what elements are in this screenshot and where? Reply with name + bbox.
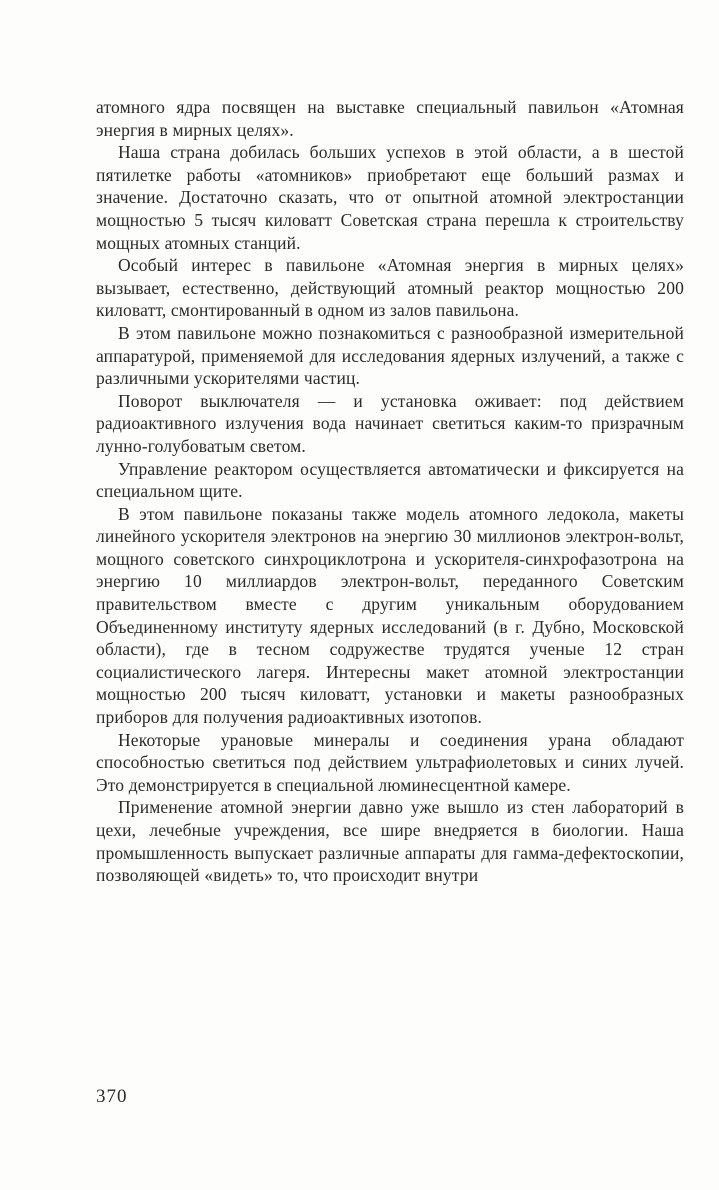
paragraph: Некоторые урановые минералы и соединения урана обладают способностью светиться под действием ультрафиолетовых и синих лучей. Это демонстрируется в специальной люминесцентной камере. xyxy=(96,729,684,795)
page-body xyxy=(96,96,684,887)
paragraph: Наша страна добилась больших успехов в этой области, а в шестой пятилетке работы «атомников» приобретают еще больший размах и значение. Достаточно сказать, что от опытной атомной электростанции мощностью 5 тысяч киловатт Советская страна перешла к строительству мощных атомных станций. xyxy=(96,142,684,253)
paragraph: Поворот выключателя — и установка оживает: под действием радиоактивного излучения вода начинает светиться каким-то призрачным лунно-голубоватым светом. xyxy=(96,390,684,456)
paragraph: В этом павильоне можно познакомиться с разнообразной измерительной аппаратурой, применяемой для исследования ядерных излучений, а также с различными ускорителями частиц. xyxy=(96,322,684,389)
paragraph: В этом павильоне показаны также модель атомного ледокола, макеты линейного ускорителя электронов на энергию 30 миллионов электрон-вольт, мощного советского синхроциклотрона и ускорителя-синхрофазотрона на энергию 10 миллиардов электрон-вольт, переданного Советским правительством вместе с другим уникальным оборудованием Объединенному институту ядерных исследований (в г. Дубно, Московской области), где в тесном содружестве трудятся ученые 12 стран социалистического лагеря. Интересны макет атомной электростанции мощностью 200 тысяч киловатт, установки и макеты разнообразных приборов для получения радиоактивных изотопов. xyxy=(96,503,684,728)
page-number: 370 xyxy=(96,1086,128,1107)
paragraph: Управление реактором осуществляется автоматически и фиксируется на специальном щите. xyxy=(96,458,684,502)
paragraph: Применение атомной энергии давно уже вышло из стен лабораторий в цехи, лечебные учреждения, все шире внедряется в биологии. Наша промышленность выпускает различные аппараты для гамма-дефектоскопии, позволяющей «видеть» то, что происходит внутри xyxy=(96,797,684,886)
paragraph: атомного ядра посвящен на выставке специальный павильон «Атомная энергия в мирных целях». xyxy=(96,97,684,140)
paragraph: Особый интерес в павильоне «Атомная энергия в мирных целях» вызывает, естественно, действующий атомный реактор мощностью 200 киловатт, смонтированный в одном из залов павильона. xyxy=(96,255,684,321)
